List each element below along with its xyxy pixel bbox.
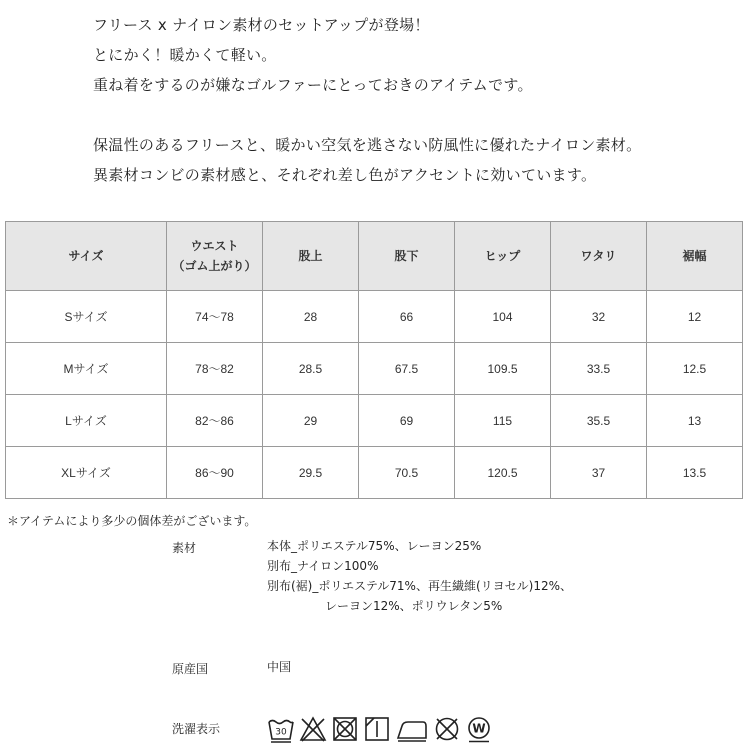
cell-inseam: 66 xyxy=(359,291,455,343)
cell-rise: 29.5 xyxy=(263,447,359,499)
no-dry-clean-icon xyxy=(433,715,461,743)
cell-rise: 28.5 xyxy=(263,343,359,395)
cell-inseam: 70.5 xyxy=(359,447,455,499)
header-waist xyxy=(167,222,263,291)
no-tumble-dry-icon xyxy=(331,715,359,743)
intro-spacer xyxy=(93,100,733,130)
cell-hip: 109.5 xyxy=(455,343,551,395)
cell-waist: 74～78 xyxy=(167,291,263,343)
cell-size: Sサイズ xyxy=(6,291,167,343)
intro-line: フリース x ナイロン素材のセットアップが登場！ xyxy=(93,16,430,34)
cell-size: Mサイズ xyxy=(6,343,167,395)
no-bleach-icon xyxy=(299,715,327,743)
product-description xyxy=(93,10,733,190)
cell-rise: 28 xyxy=(263,291,359,343)
care-label: 洗濯表示 xyxy=(172,722,221,736)
table-row xyxy=(6,343,743,395)
cell-thigh: 35.5 xyxy=(551,395,647,447)
cell-size: XLサイズ xyxy=(6,447,167,499)
wash-temp-text: 30 xyxy=(275,727,287,738)
material-label: 素材 xyxy=(172,541,197,555)
material-value xyxy=(267,536,572,616)
cell-thigh: 37 xyxy=(551,447,647,499)
header-hip: ヒップ xyxy=(455,222,551,291)
cell-waist: 86～90 xyxy=(167,447,263,499)
intro-line: とにかく！暖かくて軽い。 xyxy=(93,46,277,64)
cell-hip: 120.5 xyxy=(455,447,551,499)
cell-inseam: 69 xyxy=(359,395,455,447)
header-hem: 裾幅 xyxy=(647,222,743,291)
intro-line: 重ね着をするのが嫌なゴルファーにとっておきのアイテムです。 xyxy=(93,76,533,94)
material-line: 別布(裾)_ポリエステル71%、再生繊維(リヨセル)12%、 xyxy=(267,579,572,593)
header-rise: 股上 xyxy=(263,222,359,291)
line-dry-shade-icon xyxy=(363,715,391,743)
header-inseam: 股下 xyxy=(359,222,455,291)
material-line: 別布_ナイロン100% xyxy=(267,559,379,573)
table-row xyxy=(6,447,743,499)
cell-hem: 12 xyxy=(647,291,743,343)
cell-thigh: 32 xyxy=(551,291,647,343)
header-thigh: ワタリ xyxy=(551,222,647,291)
cell-waist: 82～86 xyxy=(167,395,263,447)
table-row xyxy=(6,291,743,343)
header-waist-sub: （ゴム上がり） xyxy=(172,259,257,273)
cell-hip: 104 xyxy=(455,291,551,343)
cell-hip: 115 xyxy=(455,395,551,447)
intro-line: 保温性のあるフリースと、暖かい空気を逃さない防風性に優れたナイロン素材。 xyxy=(93,136,642,154)
cell-waist: 78～82 xyxy=(167,343,263,395)
size-table xyxy=(5,221,743,499)
cell-hem: 13 xyxy=(647,395,743,447)
wet-clean-icon xyxy=(465,715,493,743)
individual-difference-note: ＊アイテムにより多少の個体差がございます。 xyxy=(7,514,257,528)
care-symbols xyxy=(267,715,493,743)
cell-hem: 12.5 xyxy=(647,343,743,395)
cell-size: Lサイズ xyxy=(6,395,167,447)
cell-rise: 29 xyxy=(263,395,359,447)
origin-value: 中国 xyxy=(267,660,292,674)
material-line: 本体_ポリエステル75%、レーヨン25% xyxy=(267,539,482,553)
cell-hem: 13.5 xyxy=(647,447,743,499)
cell-thigh: 33.5 xyxy=(551,343,647,395)
origin-label: 原産国 xyxy=(172,662,209,676)
header-waist-label: ウエスト xyxy=(190,239,239,253)
intro-line: 異素材コンビの素材感と、それぞれ差し色がアクセントに効いています。 xyxy=(93,166,597,184)
header-size: サイズ xyxy=(6,222,167,291)
material-line: レーヨン12%、ポリウレタン5% xyxy=(325,599,503,613)
size-table-header-row xyxy=(6,222,743,291)
table-row xyxy=(6,395,743,447)
cell-inseam: 67.5 xyxy=(359,343,455,395)
wash-30-icon xyxy=(267,715,295,743)
iron-low-icon xyxy=(395,715,429,743)
wet-clean-text: W xyxy=(472,721,486,736)
